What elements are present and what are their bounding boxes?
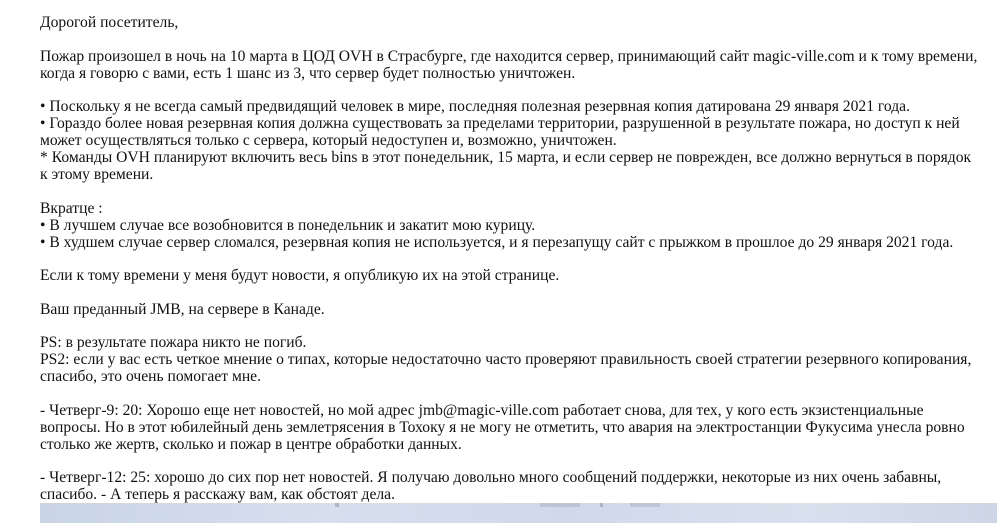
ps2-line: PS2: если у вас есть четкое мнение о типах, которые недостаточно часто проверяют правильность своей стратегии резервного копирования, спасибо, это очень помогает мне. [40, 351, 972, 385]
point-ovh-plan: * Команды OVH планируют включить весь bins в этот понедельник, 15 марта, и если сервер не поврежден, все должно вернуться в порядок к этому времени. [40, 149, 972, 183]
update-thursday-12: - Четверг-12: 25: хорошо до сих пор нет новостей. Я получаю довольно много сообщений поддержки, некоторые из них очень забавны, спасибо. - А теперь я расскажу вам, как обстоят дела. [40, 469, 942, 503]
photo-detail [335, 503, 339, 507]
photo-detail [600, 503, 603, 507]
greeting: Дорогой посетитель, [40, 14, 179, 31]
points-block [40, 98, 978, 183]
point-newer-backup: • Гораздо более новая резервная копия должна существовать за пределами территории, разрушенной в результате пожара, но доступ к ней может осуществляться только с сервера, который недоступен и, возможно, уничтожен. [40, 115, 960, 149]
ps-line: PS: в результате пожара никто не погиб. [40, 334, 307, 351]
summary-worst-case: • В худшем случае сервер сломался, резервная копия не используется, и я перезапущу сайт с прыжком в прошлое до 29 января 2021 года. [40, 233, 954, 251]
datacenter-photo [40, 503, 997, 523]
summary-block [40, 200, 978, 251]
signature: Ваш преданный JMB, на сервере в Канаде. [40, 300, 325, 318]
postscripts [40, 334, 978, 385]
summary-best-case: • В лучшем случае все возобновится в понедельник и закатит мою курицу. [40, 216, 536, 234]
photo-detail [630, 503, 660, 507]
news-note: Если к тому времени у меня будут новости, я опубликую их на этой странице. [40, 267, 560, 284]
update-thursday-9: - Четверг-9: 20: Хорошо еще нет новостей, но мой адрес jmb@magic-ville.com работает снова, для тех, у кого есть экзистенциальные вопросы. Но в этот юбилейный день землетрясения в Тохоку я не могу не отметить, что авария на электростанции Фукусима унесла ровно столько же жертв, сколько и пожар в центре обработки данных. [40, 401, 965, 453]
point-backup-date: • Поскольку я не всегда самый предвидящий человек в мире, последняя полезная резервная копия датирована 29 января 2021 года. [40, 98, 911, 115]
photo-detail [540, 503, 580, 507]
intro-paragraph: Пожар произошел в ночь на 10 марта в ЦОД OVH в Страсбурге, где находится сервер, принимающий сайт magic-ville.com и к тому времени, когда я говорю с вами, есть 1 шанс из 3, что сервер будет полностью уничтожен. [40, 47, 978, 82]
summary-title: Вкратце : [40, 199, 103, 217]
